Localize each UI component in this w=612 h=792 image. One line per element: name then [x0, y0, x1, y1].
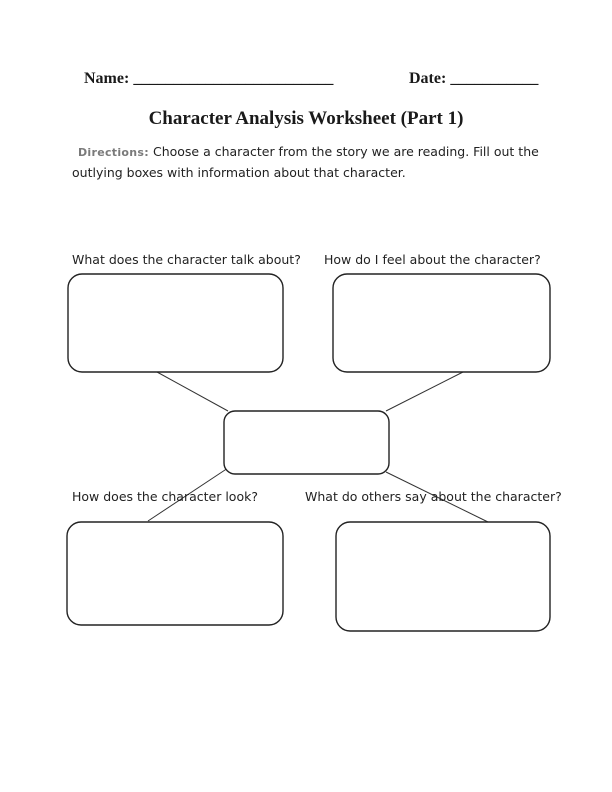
question-bottom-right: What do others say about the character?	[305, 489, 562, 504]
answer-box-top-left[interactable]	[68, 274, 283, 372]
date-field-label: Date: ___________	[409, 70, 539, 87]
worksheet-title: Character Analysis Worksheet (Part 1)	[148, 108, 464, 129]
name-field-label: Name: _________________________	[84, 70, 334, 87]
question-top-left: What does the character talk about?	[72, 252, 301, 267]
center-character-box[interactable]	[224, 411, 389, 474]
question-top-right: How do I feel about the character?	[324, 252, 541, 267]
directions-text: Choose a character from the story we are reading. Fill out the outlying boxes with information about that character.	[72, 144, 539, 180]
directions-label: Directions:	[78, 146, 149, 159]
connector-top-left	[157, 372, 228, 411]
answer-box-bottom-right[interactable]	[336, 522, 550, 631]
connector-top-right	[386, 372, 463, 411]
question-bottom-left: How does the character look?	[72, 489, 258, 504]
answer-box-top-right[interactable]	[333, 274, 550, 372]
answer-box-bottom-left[interactable]	[67, 522, 283, 625]
